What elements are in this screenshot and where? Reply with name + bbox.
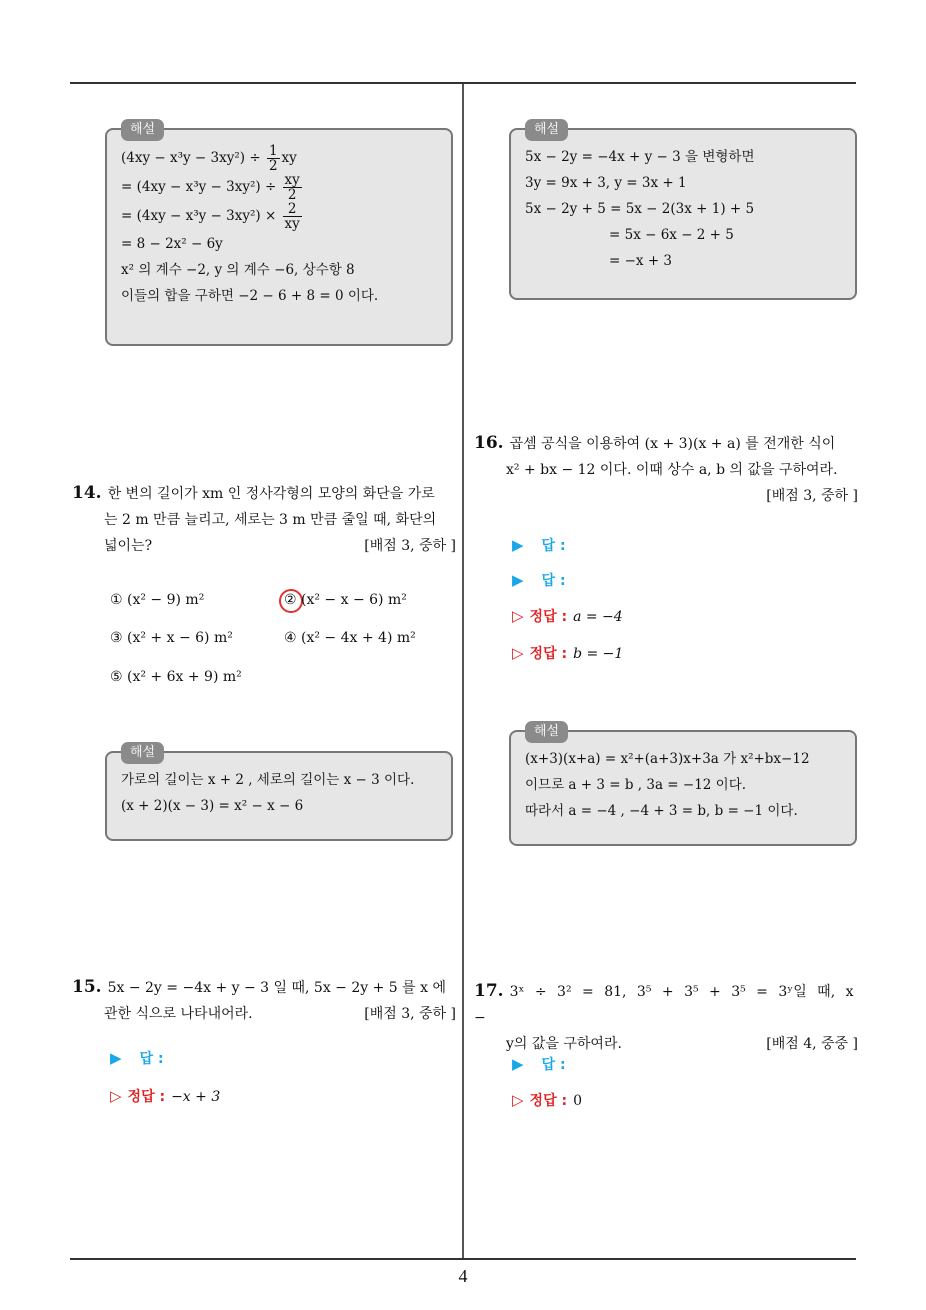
answer-label: 답 : xyxy=(541,573,566,589)
answer-label: 답 : xyxy=(541,538,566,554)
outline-triangle-icon: ▷ xyxy=(512,1091,524,1109)
question-number: 17. xyxy=(474,981,504,1001)
solution-line: = (4xy − x³y − 3xy²) × $\frac{2}{xy}$ xyxy=(121,201,300,232)
fraction: $\frac{xy}{2}$ xyxy=(284,172,300,203)
answer-field[interactable] xyxy=(512,570,566,590)
correct-answer xyxy=(512,1090,582,1110)
score-label: [배점 3, 중하 ] xyxy=(364,538,456,554)
answer-field[interactable] xyxy=(110,1048,164,1068)
answer-label: 답 : xyxy=(541,1057,566,1073)
solution-line: 3y = 9x + 3, y = 3x + 1 xyxy=(525,175,687,191)
correct-value: b = −1 xyxy=(573,646,624,662)
correct-answer xyxy=(512,606,623,626)
play-triangle-icon: ▶ xyxy=(110,1049,122,1067)
correct-value: 0 xyxy=(573,1093,582,1109)
correct-answer xyxy=(110,1086,220,1106)
choice-3[interactable]: ③ (x² + x − 6) m² xyxy=(110,630,233,646)
choice-1[interactable]: ① (x² − 9) m² xyxy=(110,592,205,608)
outline-triangle-icon: ▷ xyxy=(512,607,524,625)
solution-tag: 해설 xyxy=(525,721,568,743)
question-14 xyxy=(72,480,456,559)
outline-triangle-icon: ▷ xyxy=(110,1087,122,1105)
correct-label: 정답 : xyxy=(529,1093,568,1109)
question-number: 15. xyxy=(72,977,102,997)
choice-4[interactable]: ④ (x² − 4x + 4) m² xyxy=(284,630,416,646)
question-number: 16. xyxy=(474,433,504,453)
solution-line: x² 의 계수 −2, y 의 계수 −6, 상수항 8 xyxy=(121,262,355,278)
question-text: 곱셈 공식을 이용하여 (x + 3)(x + a) 를 전개한 식이 xyxy=(509,436,836,452)
solution-line: (x + 2)(x − 3) = x² − x − 6 xyxy=(121,798,304,814)
choice-2[interactable]: ② (x² − x − 6) m² xyxy=(284,592,407,608)
question-text: 관한 식으로 나타내어라. xyxy=(104,1006,253,1022)
solution-line: (x+3)(x+a) = x²+(a+3)x+3a 가 x²+bx−12 xyxy=(525,751,810,767)
solution-line: 5x − 2y + 5 = 5x − 2(3x + 1) + 5 xyxy=(525,201,755,217)
fraction: $\frac{2}{xy}$ xyxy=(284,201,300,232)
fraction: $\frac{1}{2}$ xyxy=(268,143,278,174)
page-number: 4 xyxy=(458,1266,468,1286)
score-label: [배점 3, 중하 ] xyxy=(364,1006,456,1022)
correct-value: a = −4 xyxy=(573,609,623,625)
solution-line: = 5x − 6x − 2 + 5 xyxy=(609,227,734,243)
play-triangle-icon: ▶ xyxy=(512,536,524,554)
solution-line: 가로의 길이는 x + 2 , 세로의 길이는 x − 3 이다. xyxy=(121,772,415,788)
play-triangle-icon: ▶ xyxy=(512,571,524,589)
score-label: [배점 4, 중중 ] xyxy=(766,1036,858,1052)
question-text: x² + bx − 12 이다. 이때 상수 a, b 의 값을 구하여라. xyxy=(506,462,838,478)
answer-label: 답 : xyxy=(139,1051,164,1067)
solution-box-14 xyxy=(105,745,453,841)
question-text: 3ˣ ÷ 3² = 81, 3⁵ + 3⁵ + 3⁵ = 3ʸ일 때, x − xyxy=(474,984,854,1026)
play-triangle-icon: ▶ xyxy=(512,1055,524,1073)
question-text: y의 값을 구하여라. xyxy=(506,1036,622,1052)
question-text: 5x − 2y = −4x + y − 3 일 때, 5x − 2y + 5 를 x 에 xyxy=(107,980,447,996)
question-text: 넓이는? xyxy=(104,538,153,554)
correct-label: 정답 : xyxy=(529,609,568,625)
solution-line: = −x + 3 xyxy=(609,253,673,269)
solution-line: 이므로 a + 3 = b , 3a = −12 이다. xyxy=(525,777,747,793)
solution-tag: 해설 xyxy=(525,119,568,141)
solution-box-15 xyxy=(509,122,857,300)
outline-triangle-icon: ▷ xyxy=(512,644,524,662)
answer-field[interactable] xyxy=(512,1054,566,1074)
solution-box-13 xyxy=(105,122,453,346)
question-text: 한 변의 길이가 xm 인 정사각형의 모양의 화단을 가로 xyxy=(107,486,435,502)
answer-field[interactable] xyxy=(512,535,566,555)
question-17 xyxy=(474,978,858,1057)
solution-line: 따라서 a = −4 , −4 + 3 = b, b = −1 이다. xyxy=(525,803,798,819)
correct-label: 정답 : xyxy=(529,646,568,662)
score-label: [배점 3, 중하 ] xyxy=(766,488,858,504)
solution-tag: 해설 xyxy=(121,119,164,141)
bottom-rule xyxy=(70,1258,856,1260)
solution-line: 이들의 합을 구하면 −2 − 6 + 8 = 0 이다. xyxy=(121,288,379,304)
solution-line: = 8 − 2x² − 6y xyxy=(121,236,223,252)
choice-5[interactable]: ⑤ (x² + 6x + 9) m² xyxy=(110,669,242,685)
question-text: 는 2 m 만큼 늘리고, 세로는 3 m 만큼 줄일 때, 화단의 xyxy=(104,512,437,528)
question-number: 14. xyxy=(72,483,102,503)
column-divider xyxy=(462,84,464,1258)
correct-label: 정답 : xyxy=(127,1089,166,1105)
correct-value: −x + 3 xyxy=(171,1089,221,1105)
solution-line: 5x − 2y = −4x + y − 3 을 변형하면 xyxy=(525,149,755,165)
question-16 xyxy=(474,430,858,509)
question-15 xyxy=(72,974,456,1027)
solution-line: (4xy − x³y − 3xy²) ÷ $\frac{1}{2}$ xy xyxy=(121,143,297,174)
correct-answer xyxy=(512,643,623,663)
solution-tag: 해설 xyxy=(121,742,164,764)
solution-box-16 xyxy=(509,724,857,846)
solution-line: = (4xy − x³y − 3xy²) ÷ $\frac{xy}{2}$ xyxy=(121,172,300,203)
